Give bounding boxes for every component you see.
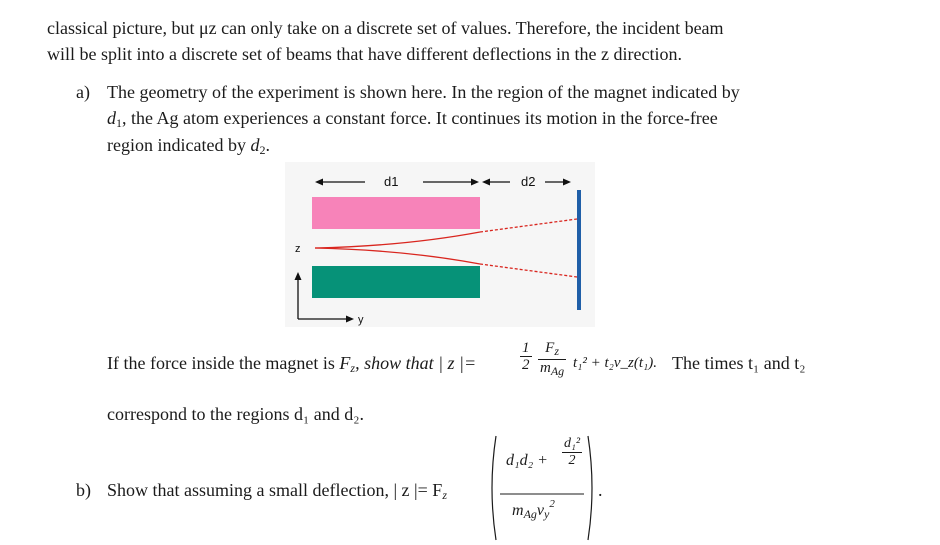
correspond-line: correspond to the regions d₁ and d₂.: [107, 404, 364, 424]
z-axis-label: z: [295, 243, 301, 255]
right-paren: [588, 436, 592, 540]
part-a-line-1: The geometry of the experiment is shown here. In the region of the magnet indicated by: [107, 82, 740, 102]
force-var: F: [339, 353, 351, 373]
d1-sub: 1: [116, 116, 122, 130]
left-paren: [492, 436, 496, 540]
den-v-sup: 2: [549, 498, 555, 510]
part-a-marker: a): [76, 82, 90, 102]
den-m-sub: Ag: [523, 507, 537, 521]
part-b-num-left: d₁d₂ +: [506, 452, 548, 469]
part-b-marker: b): [76, 480, 91, 500]
part-b-inner-fraction: [562, 436, 582, 469]
d1-var: d: [107, 108, 116, 128]
part-b-fz-sub: z: [442, 488, 447, 502]
figure-background: [285, 162, 595, 327]
d2-var: d: [250, 135, 260, 155]
m-den-sub: Ag: [550, 364, 565, 378]
equation-tail: t₁² + t₂v_z(t₁).: [573, 355, 658, 371]
detector-screen: [577, 190, 581, 310]
intro-line-2: will be split into a discrete set of beams that have different deflections in the z direction.: [47, 44, 682, 64]
intro-line-1: classical picture, but μz can only take on a discrete set of values. Therefore, the incident beam: [47, 18, 724, 38]
top-magnet: [312, 197, 480, 229]
force-prefix: If the force inside the magnet is: [107, 353, 340, 373]
den-m: m: [512, 502, 524, 519]
force-mid: , show that | z |=: [355, 353, 477, 373]
den-v: v: [536, 502, 545, 519]
fraction-half: [520, 340, 532, 373]
d2-sub: 2: [259, 143, 266, 157]
stern-gerlach-diagram: [285, 162, 595, 327]
d1-label: d1: [384, 174, 399, 189]
fraction-force-mass: [538, 340, 566, 379]
den-v-sub: y: [544, 507, 550, 521]
part-b-den: [512, 498, 555, 522]
part-a-line-3-text: region indicated by: [107, 135, 251, 155]
half-num: 1: [522, 340, 530, 356]
part-a-line-3: [107, 134, 270, 161]
part-b-text: Show that assuming a small deflection, | z |= F: [107, 480, 443, 500]
bottom-magnet: [312, 266, 480, 298]
d2-label: d2: [521, 174, 536, 189]
part-a-line-2-text: , the Ag atom experiences a constant force. It continues its motion in the force-free: [122, 108, 718, 128]
fz-num-sub: z: [554, 344, 560, 358]
part-a-line-3-end: .: [265, 135, 270, 155]
part-b-line: [107, 479, 447, 506]
force-equation-line: [107, 352, 476, 379]
times-text: The times t₁ and t₂: [672, 353, 806, 373]
force-sub: z: [350, 361, 356, 375]
fz-num: F: [545, 340, 555, 356]
part-a-line-2: [107, 107, 718, 134]
two-den: 2: [568, 453, 576, 468]
y-axis-label: y: [358, 314, 364, 326]
half-den: 2: [522, 357, 530, 373]
part-b-end: .: [598, 480, 603, 500]
m-den: m: [540, 360, 551, 376]
d1sq-num: d₁²: [564, 436, 581, 451]
